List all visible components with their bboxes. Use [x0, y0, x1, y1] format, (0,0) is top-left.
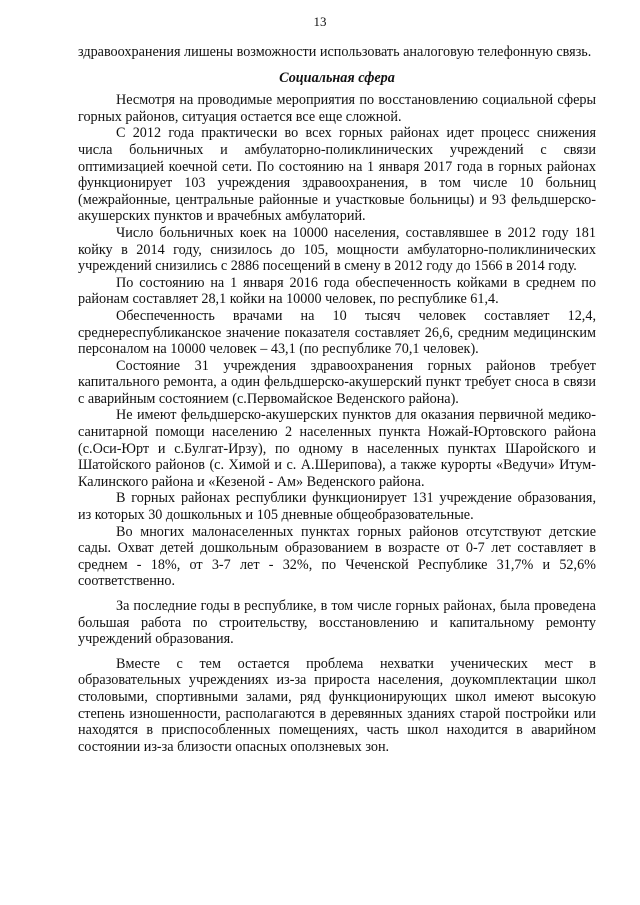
paragraph-9: Во многих малонаселенных пунктах горных районов отсутствуют детские сады. Охват детей дошкольным образованием в возрасте от 0-7 лет составляет в среднем - 18%, от 3-7 лет - 32%, по Чеченской Республике 31,7% и 52,6% соответственно.	[78, 523, 596, 590]
paragraph-2: С 2012 года практически во всех горных районах идет процесс снижения числа больничных и амбулаторно-поликлинических учреждений с связи оптимизацией коечной сети. По состоянию на 1 января 2017 года в горных районах функционирует 103 учреждения здравоохранения, в том числе 10 больниц (межрайонные, центральные районные и участковые больницы) и 93 фельдшерско-акушерских пунктов и врачебных амбулаторий.	[78, 125, 596, 225]
paragraph-5: Обеспеченность врачами на 10 тысяч человек составляет 12,4, среднереспубликанское значение показателя составляет 26,6, средним медицинским персоналом на 10000 человек – 43,1 (по республике 70,1 человек).	[78, 307, 596, 358]
paragraph-6: Состояние 31 учреждения здравоохранения горных районов требует капитального ремонта, а один фельдшерско-акушерский пункт требует сноса в связи с аварийным состоянием (с.Первомайское Веденского района).	[78, 357, 596, 407]
intro-paragraph: здравоохранения лишены возможности использовать аналоговую телефонную связь.	[78, 44, 592, 60]
paragraph-spacer	[78, 648, 596, 656]
paragraph-spacer	[78, 590, 596, 598]
page-number: 13	[313, 14, 327, 29]
paragraph-11: Вместе с тем остается проблема нехватки ученических мест в образовательных учреждениях из-за прироста населения, доукомплектации школ столовыми, спортивными залами, ряд функционирующих школ имеют высокую степень изношенности, располагаются в деревянных зданиях старой постройки или находятся в приспособленных помещениях, часть школ находится в аварийном состоянии из-за близости опасных оползневых зон.	[78, 655, 596, 755]
paragraph-10: За последние годы в республике, в том числе горных районах, была проведена большая работа по строительству, восстановлению и капитальному ремонту учреждений образования.	[78, 598, 596, 648]
paragraph-1: Несмотря на проводимые мероприятия по восстановлению социальной сферы горных районов, ситуация остается все еще сложной.	[78, 92, 596, 125]
paragraph-8: В горных районах республики функционирует 131 учреждение образования, из которых 30 дошкольных и 105 дневные общеобразовательные.	[78, 490, 596, 524]
document-body	[78, 44, 596, 755]
paragraph-7: Не имеют фельдшерско-акушерских пунктов для оказания первичной медико-санитарной помощи населению 2 населенных пункта Ножай-Юртовского района (с.Оси-Юрт и с.Булгат-Ирзу), по одному в населенных пунктах Шаройского и Шатойского районов (с. Химой и с. А.Шерипова), а также курорты «Ведучи» Итум-Калинского района и «Кезеной - Ам» Веденского района.	[78, 407, 596, 490]
paragraph-4: По состоянию на 1 января 2016 года обеспеченность койками в среднем по районам составляет 28,1 койки на 10000 человек, по республике 61,4.	[78, 274, 596, 308]
paragraph-3: Число больничных коек на 10000 населения, составлявшее в 2012 году 181 койку в 2014 году, снизилось до 105, мощности амбулаторно-поликлинических учреждений снизились с 2886 посещений в смену в 2012 году до 1566 в 2014 году.	[78, 224, 596, 275]
section-title: Социальная сфера	[279, 69, 395, 86]
